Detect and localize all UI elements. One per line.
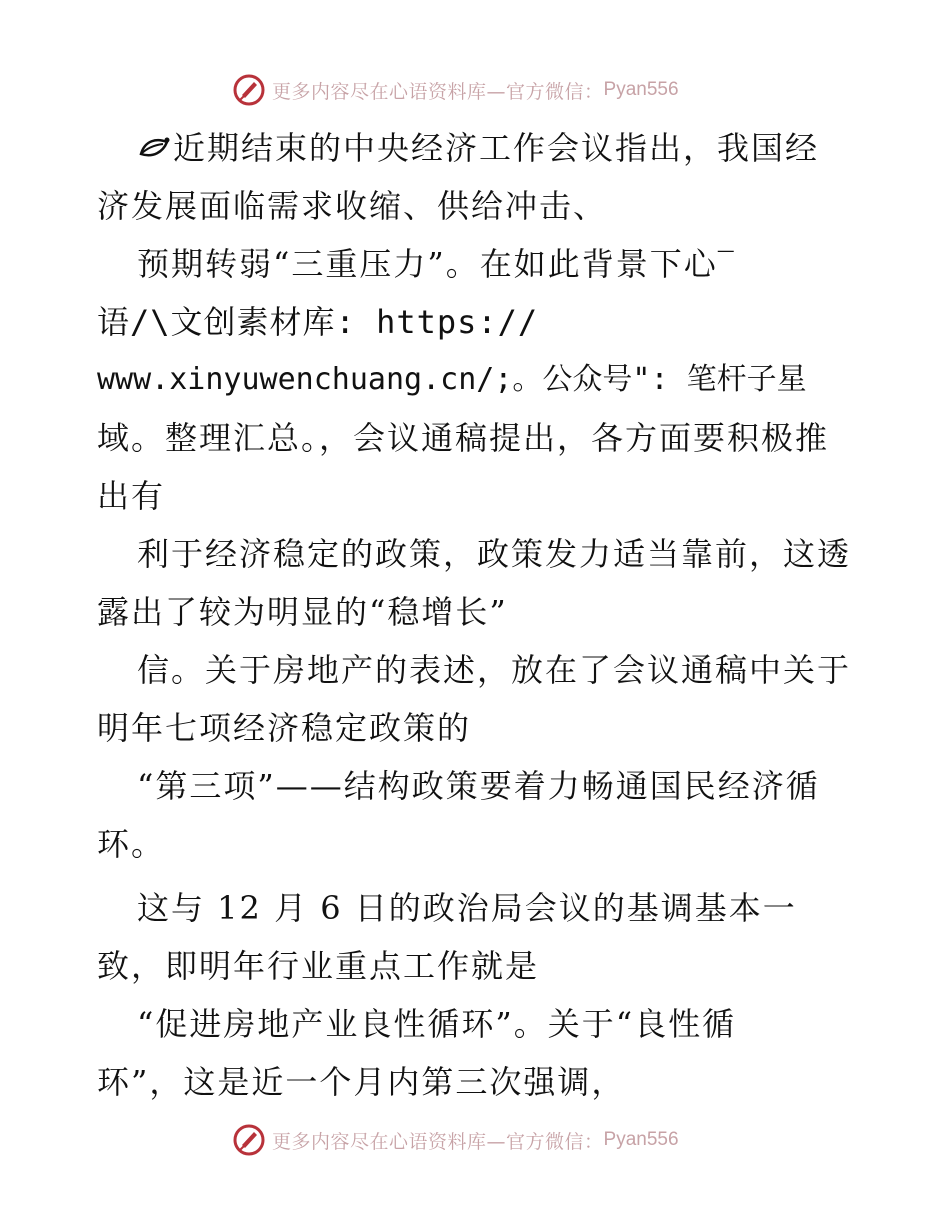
paragraph-line: 出有: [97, 477, 166, 515]
paragraph-line: “第三项”——结构政策要着力畅通国民经济循: [137, 767, 820, 805]
header-watermark-banner: [232, 72, 679, 108]
decorative-leaf-icon: [137, 132, 173, 162]
paragraph-line: 致，即明年行业重点工作就是: [97, 947, 540, 985]
header-banner-handle: Pyan556: [603, 79, 679, 100]
paragraph-line: 域。整理汇总。，会议通稿提出，各方面要积极推: [97, 419, 830, 457]
paragraph-line: 明年七项经济稳定政策的: [97, 709, 472, 747]
brand-logo-icon: [232, 1123, 266, 1157]
footer-banner-text: 更多内容尽在心语资料库—官方微信：: [272, 1130, 604, 1153]
paragraph-line: www.xinyuwenchuang.cn/;。公众号": 笔杆子星: [97, 362, 807, 397]
footer-watermark-banner: [232, 1122, 679, 1158]
paragraph-line: [137, 128, 819, 168]
brand-logo-icon: [232, 73, 266, 107]
paragraph-line: 利于经济稳定的政策，政策发力适当靠前，这透: [137, 535, 852, 573]
header-banner-text: 更多内容尽在心语资料库—官方微信：: [272, 80, 604, 103]
paragraph-line: 露出了较为明显的“稳增长”: [97, 593, 508, 631]
line-text: 近期结束的中央经济工作会议指出，我国经: [173, 129, 820, 167]
paragraph-line: “促进房地产业良性循环”。关于“良性循: [137, 1005, 737, 1043]
paragraph-line: 语/\文创素材库: https://: [97, 303, 539, 341]
footer-banner-handle: Pyan556: [603, 1129, 679, 1150]
paragraph-line: 预期转弱“三重压力”。在如此背景下心‾: [137, 245, 736, 283]
paragraph-line: 环。: [97, 825, 166, 863]
paragraph-line: 这与 12 月 6 日的政治局会议的基调基本一: [137, 889, 797, 927]
paragraph-line: 环”，这是近一个月内第三次强调，: [97, 1063, 626, 1101]
paragraph-line: 信。关于房地产的表述，放在了会议通稿中关于: [137, 651, 852, 689]
paragraph-line: 济发展面临需求收缩、供给冲击、: [97, 187, 608, 225]
